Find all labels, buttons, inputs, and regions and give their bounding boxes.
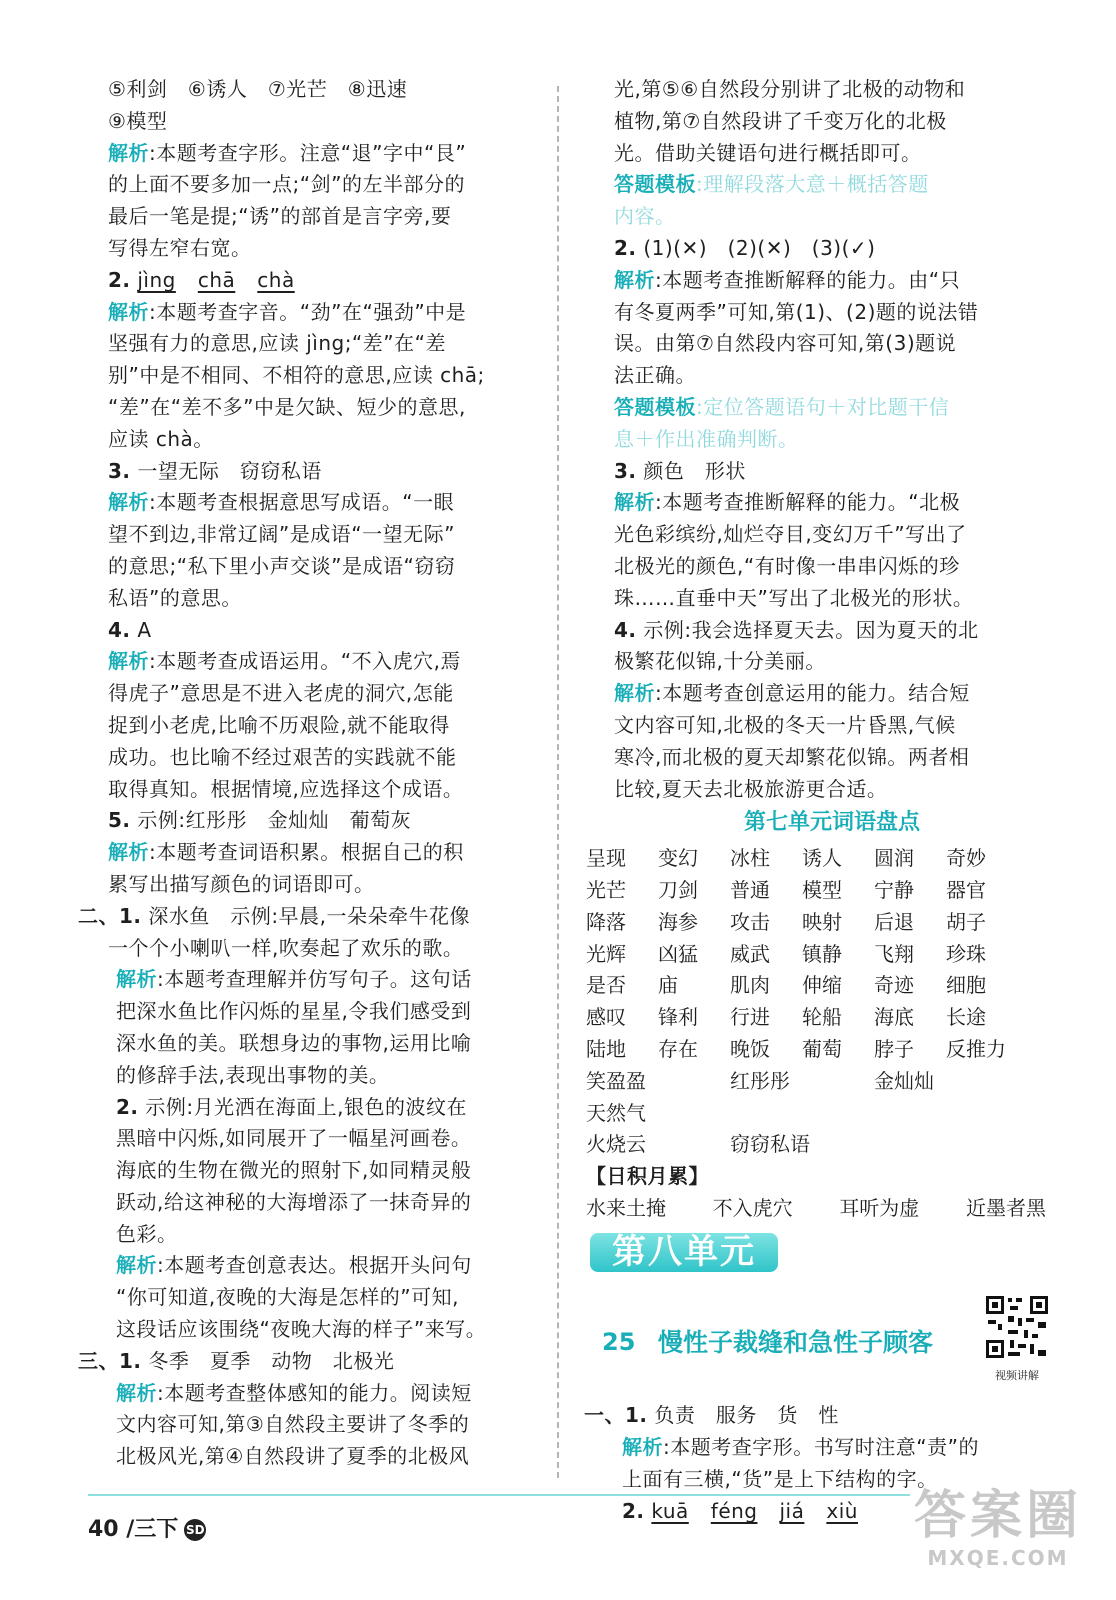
section-number: 三、 — [78, 1348, 119, 1373]
question-number: 3. — [614, 458, 637, 483]
analysis-text: 光。借助关键语句进行概括即可。 — [614, 140, 922, 165]
analysis-text: 比较,夏天去北极旅游更合适。 — [614, 776, 888, 801]
idiom-list — [586, 1193, 1046, 1225]
analysis-text: 得虎子”意思是不进入老虎的洞穴,怎能 — [108, 681, 454, 706]
analysis-text: “差”在“差不多”中是欠缺、短少的意思, — [108, 394, 466, 419]
analysis-text: 这段话应该围绕“夜晚大海的样子”来写。 — [116, 1317, 487, 1342]
vocab-word: 器官 — [946, 877, 986, 902]
analysis-text: 珠……直垂中天”写出了北极光的形状。 — [614, 585, 974, 610]
analysis-text: :本题考查根据意思写成语。“一眼 — [149, 490, 455, 515]
analysis-text: 私语”的意思。 — [108, 585, 242, 610]
question-number: 5. — [108, 808, 131, 833]
answer-text: 示例:红彤彤 金灿灿 葡萄灰 — [137, 808, 412, 833]
answer-text: 示例:我会选择夏天去。因为夏天的北 — [643, 617, 979, 642]
analysis-text: 的修辞手法,表现出事物的美。 — [116, 1062, 390, 1087]
analysis-text: 把深水鱼比作闪烁的星星,令我们感受到 — [116, 999, 472, 1024]
analysis-text: :本题考查创意表达。根据开头问句 — [157, 1253, 472, 1278]
vocab-word: 胡子 — [946, 909, 986, 934]
analysis-text: 文内容可知,北极的冬天一片昏黑,气候 — [614, 712, 956, 737]
vocab-word: 奇妙 — [946, 846, 986, 871]
pinyin-answer: chā — [197, 267, 236, 292]
analysis-text: :本题考查整体感知的能力。阅读短 — [157, 1380, 472, 1405]
watermark — [900, 1486, 1096, 1570]
analysis-text: 捉到小老虎,比喻不历艰险,就不能取得 — [108, 712, 450, 737]
question-number: 2. — [614, 235, 637, 260]
vocab-word: 伸缩 — [802, 973, 842, 998]
answer-text: 深水鱼 示例:早晨,一朵朵牵牛花像 — [148, 903, 470, 928]
template-tag: 答题模板 — [614, 394, 696, 419]
vocab-word: 长途 — [946, 1005, 986, 1030]
watermark-logo: 答案圈 — [913, 1486, 1082, 1546]
vocab-word: 火烧云 — [586, 1132, 646, 1157]
vocab-word: 奇迹 — [874, 973, 914, 998]
analysis-tag: 解析 — [108, 299, 149, 324]
analysis-text: 法正确。 — [614, 363, 696, 388]
question-number: 2. — [108, 267, 131, 292]
vocab-word: 行进 — [730, 1005, 770, 1030]
analysis-text: 有冬夏两季”可知,第(1)、(2)题的说法错 — [614, 299, 979, 324]
template-text: :理解段落大意＋概括答题 — [696, 172, 929, 197]
analysis-text: 上面有三横,“货”是上下结构的字。 — [622, 1466, 938, 1491]
analysis-text: :本题考查推断解释的能力。“北极 — [655, 490, 961, 515]
analysis-tag: 解析 — [108, 140, 149, 165]
vocab-word: 脖子 — [874, 1036, 914, 1061]
vocab-word: 变幻 — [658, 846, 698, 871]
analysis-text: 北极光的颜色,“有时像一串串闪烁的珍 — [614, 553, 960, 578]
vocab-word: 葡萄 — [802, 1036, 842, 1061]
analysis-tag: 解析 — [108, 490, 149, 515]
vocab-word: 威武 — [730, 941, 770, 966]
analysis-text: :本题考查成语运用。“不入虎穴,焉 — [149, 649, 461, 674]
watermark-url: MXQE.COM — [927, 1546, 1069, 1570]
answer-line: ⑤利剑 ⑥诱人 ⑦光芒 ⑧迅速 — [108, 77, 408, 101]
question-number: 1. — [625, 1403, 648, 1428]
analysis-tag: 解析 — [116, 967, 157, 992]
answer-text: A — [137, 617, 152, 642]
question-number: 1. — [119, 1348, 142, 1373]
answer-text: 示例:月光洒在海面上,银色的波纹在 — [145, 1094, 467, 1119]
vocab-word: 细胞 — [946, 973, 986, 998]
pinyin-answer: kuā — [651, 1498, 689, 1523]
pinyin-answer: xiù — [826, 1498, 858, 1523]
vocab-word: 攻击 — [730, 909, 770, 934]
vocab-word: 锋利 — [658, 1005, 698, 1030]
vocab-word: 冰柱 — [730, 846, 770, 871]
vocab-word: 后退 — [874, 909, 914, 934]
analysis-text: 望不到边,非常辽阔”是成语“一望无际” — [108, 522, 455, 547]
qr-code[interactable] — [984, 1294, 1050, 1392]
answer-text: 海底的生物在微光的照射下,如同精灵般 — [116, 1158, 472, 1183]
analysis-text: 光色彩缤纷,灿烂夺目,变幻万千”写出了 — [614, 522, 967, 547]
analysis-tag: 解析 — [614, 267, 655, 292]
analysis-text: 别”中是不相同、不相符的意思,应读 chā; — [108, 363, 485, 388]
answer-text: (1)(✕) (2)(✕) (3)(✓) — [643, 235, 876, 260]
template-text: 息＋作出准确判断。 — [614, 426, 799, 451]
question-number: 1. — [119, 903, 142, 928]
analysis-text: 植物,第⑦自然段讲了千变万化的北极 — [614, 108, 947, 133]
word-grid — [586, 843, 1050, 1066]
analysis-text: :本题考查创意运用的能力。结合短 — [655, 681, 970, 706]
template-text: :定位答题语句＋对比题干信 — [696, 394, 950, 419]
word-grid-tail — [586, 1129, 1050, 1161]
analysis-text: 应读 chà。 — [108, 426, 214, 451]
vocab-word: 降落 — [586, 909, 626, 934]
analysis-text: 的意思;“私下里小声交谈”是成语“窃窃 — [108, 553, 456, 578]
answer-text: 色彩。 — [116, 1221, 178, 1246]
vocab-word: 海底 — [874, 1005, 914, 1030]
analysis-tag: 解析 — [108, 840, 149, 865]
analysis-tag: 解析 — [108, 649, 149, 674]
analysis-text: 误。由第⑦自然段内容可知,第(3)题说 — [614, 331, 957, 356]
pinyin-answer: féng — [710, 1498, 758, 1523]
vocab-word: 存在 — [658, 1036, 698, 1061]
qr-code-icon — [984, 1294, 1050, 1360]
vocab-word: 海参 — [658, 909, 698, 934]
question-number: 2. — [622, 1498, 645, 1523]
idiom: 不入虎穴 — [712, 1195, 793, 1220]
answer-text: 一个个小喇叭一样,吹奏起了欢乐的歌。 — [108, 935, 464, 960]
footer-rule — [88, 1494, 910, 1496]
vocab-word: 笑盈盈 — [586, 1068, 646, 1093]
vocab-word: 庙 — [658, 973, 678, 998]
answer-text: 颜色 形状 — [643, 458, 746, 483]
question-number: 4. — [614, 617, 637, 642]
analysis-text: 最后一笔是提;“诱”的部首是言字旁,要 — [108, 204, 452, 229]
analysis-text: 北极风光,第④自然段讲了夏季的北极风 — [116, 1444, 470, 1469]
answer-text: 冬季 夏季 动物 北极光 — [148, 1348, 395, 1373]
qr-caption: 视频讲解 — [995, 1369, 1039, 1383]
page-label: 40 /三下 — [88, 1517, 179, 1542]
analysis-tag: 解析 — [622, 1435, 663, 1460]
template-tag: 答题模板 — [614, 172, 696, 197]
lesson-number: 25 — [602, 1328, 636, 1357]
template-text: 内容。 — [614, 204, 676, 229]
lesson-header — [602, 1294, 1050, 1392]
question-number: 2. — [116, 1094, 139, 1119]
analysis-text: 累写出描写颜色的词语即可。 — [108, 871, 375, 896]
analysis-text: 文内容可知,第③自然段主要讲了冬季的 — [116, 1412, 470, 1437]
question-number: 4. — [108, 617, 131, 642]
section-number: 二、 — [78, 903, 119, 928]
analysis-text: 寒冷,而北极的夏天却繁花似锦。两者相 — [614, 744, 970, 769]
analysis-tag: 解析 — [116, 1253, 157, 1278]
vocab-word: 宁静 — [874, 877, 914, 902]
analysis-text: :本题考查推断解释的能力。由“只 — [655, 267, 961, 292]
analysis-text: 取得真知。根据情境,应选择这个成语。 — [108, 776, 464, 801]
answer-line: ⑨模型 — [108, 108, 168, 133]
idiom: 水来土掩 — [586, 1195, 666, 1220]
analysis-tag: 解析 — [116, 1380, 157, 1405]
pinyin-answer: chà — [257, 267, 295, 292]
vocab-word: 红彤彤 — [730, 1068, 790, 1093]
answer-text: 一望无际 窃窃私语 — [137, 458, 322, 483]
word-grid-tail — [586, 1066, 1050, 1130]
analysis-text: 光,第⑤⑥自然段分别讲了北极的动物和 — [614, 77, 966, 101]
analysis-text: :本题考查字音。“劲”在“强劲”中是 — [149, 299, 467, 324]
answer-text: 黑暗中闪烁,如同展开了一幅星河画卷。 — [116, 1126, 472, 1151]
analysis-text: :本题考查理解并仿写句子。这句话 — [157, 967, 472, 992]
section-number: 一、 — [584, 1403, 625, 1428]
vocab-word: 是否 — [586, 973, 626, 998]
vocab-word: 圆润 — [874, 846, 914, 871]
vocab-word: 普通 — [730, 877, 770, 902]
edition-badge: SD — [184, 1519, 206, 1541]
vocab-word: 呈现 — [586, 846, 626, 871]
vocab-word: 珍珠 — [946, 941, 986, 966]
page-number — [88, 1512, 206, 1543]
unit7-word-review-title: 第七单元词语盘点 — [743, 810, 920, 836]
vocab-word: 飞翔 — [874, 941, 914, 966]
answer-text: 跃动,给这神秘的大海增添了一抹奇异的 — [116, 1189, 472, 1214]
vocab-word: 映射 — [802, 909, 842, 934]
analysis-tag: 解析 — [614, 681, 655, 706]
vocab-word: 肌肉 — [730, 973, 770, 998]
vocab-word: 金灿灿 — [874, 1068, 934, 1093]
left-column — [78, 74, 546, 1473]
vocab-word: 模型 — [802, 877, 842, 902]
vocab-word: 反推力 — [946, 1036, 1006, 1061]
analysis-text: :本题考查词语积累。根据自己的积 — [149, 840, 464, 865]
vocab-word: 诱人 — [802, 846, 842, 871]
pinyin-answer: jìng — [137, 267, 176, 292]
vocab-word: 刀剑 — [658, 877, 698, 902]
analysis-text: 深水鱼的美。联想身边的事物,运用比喻 — [116, 1030, 472, 1055]
analysis-text: 成功。也比喻不经过艰苦的实践就不能 — [108, 744, 457, 769]
pinyin-answer: jiá — [779, 1498, 805, 1523]
vocab-word: 天然气 — [586, 1100, 646, 1125]
vocab-word: 陆地 — [586, 1036, 626, 1061]
vocab-word: 晚饭 — [730, 1036, 770, 1061]
analysis-tag: 解析 — [614, 490, 655, 515]
vocab-word: 光芒 — [586, 877, 626, 902]
question-number: 3. — [108, 458, 131, 483]
right-column — [584, 74, 1050, 1527]
analysis-text: “你可知道,夜晚的大海是怎样的”可知, — [116, 1285, 459, 1310]
vocab-word: 镇静 — [802, 941, 842, 966]
vocab-word: 感叹 — [586, 1005, 626, 1030]
vocab-word: 光辉 — [586, 941, 626, 966]
analysis-text: 写得左窄右宽。 — [108, 235, 252, 260]
unit8-banner: 第八单元 — [590, 1233, 778, 1273]
vocab-word: 轮船 — [802, 1005, 842, 1030]
analysis-text: :本题考查字形。书写时注意“责”的 — [663, 1435, 979, 1460]
idiom: 耳听为虚 — [839, 1195, 920, 1220]
daily-accumulation-heading: 【日积月累】 — [586, 1164, 709, 1189]
idiom: 近墨者黑 — [965, 1195, 1046, 1220]
vocab-word: 凶猛 — [658, 941, 698, 966]
column-divider — [557, 86, 559, 1478]
answer-text: 极繁花似锦,十分美丽。 — [614, 649, 826, 674]
analysis-text: :本题考查字形。注意“退”字中“艮” — [149, 140, 467, 165]
answer-text: 负责 服务 货 性 — [654, 1403, 839, 1428]
analysis-text: 的上面不要多加一点;“剑”的左半部分的 — [108, 172, 465, 197]
lesson-title: 慢性子裁缝和急性子顾客 — [658, 1328, 934, 1358]
vocab-word: 窃窃私语 — [730, 1132, 810, 1157]
analysis-text: 坚强有力的意思,应读 jìng;“差”在“差 — [108, 331, 447, 356]
